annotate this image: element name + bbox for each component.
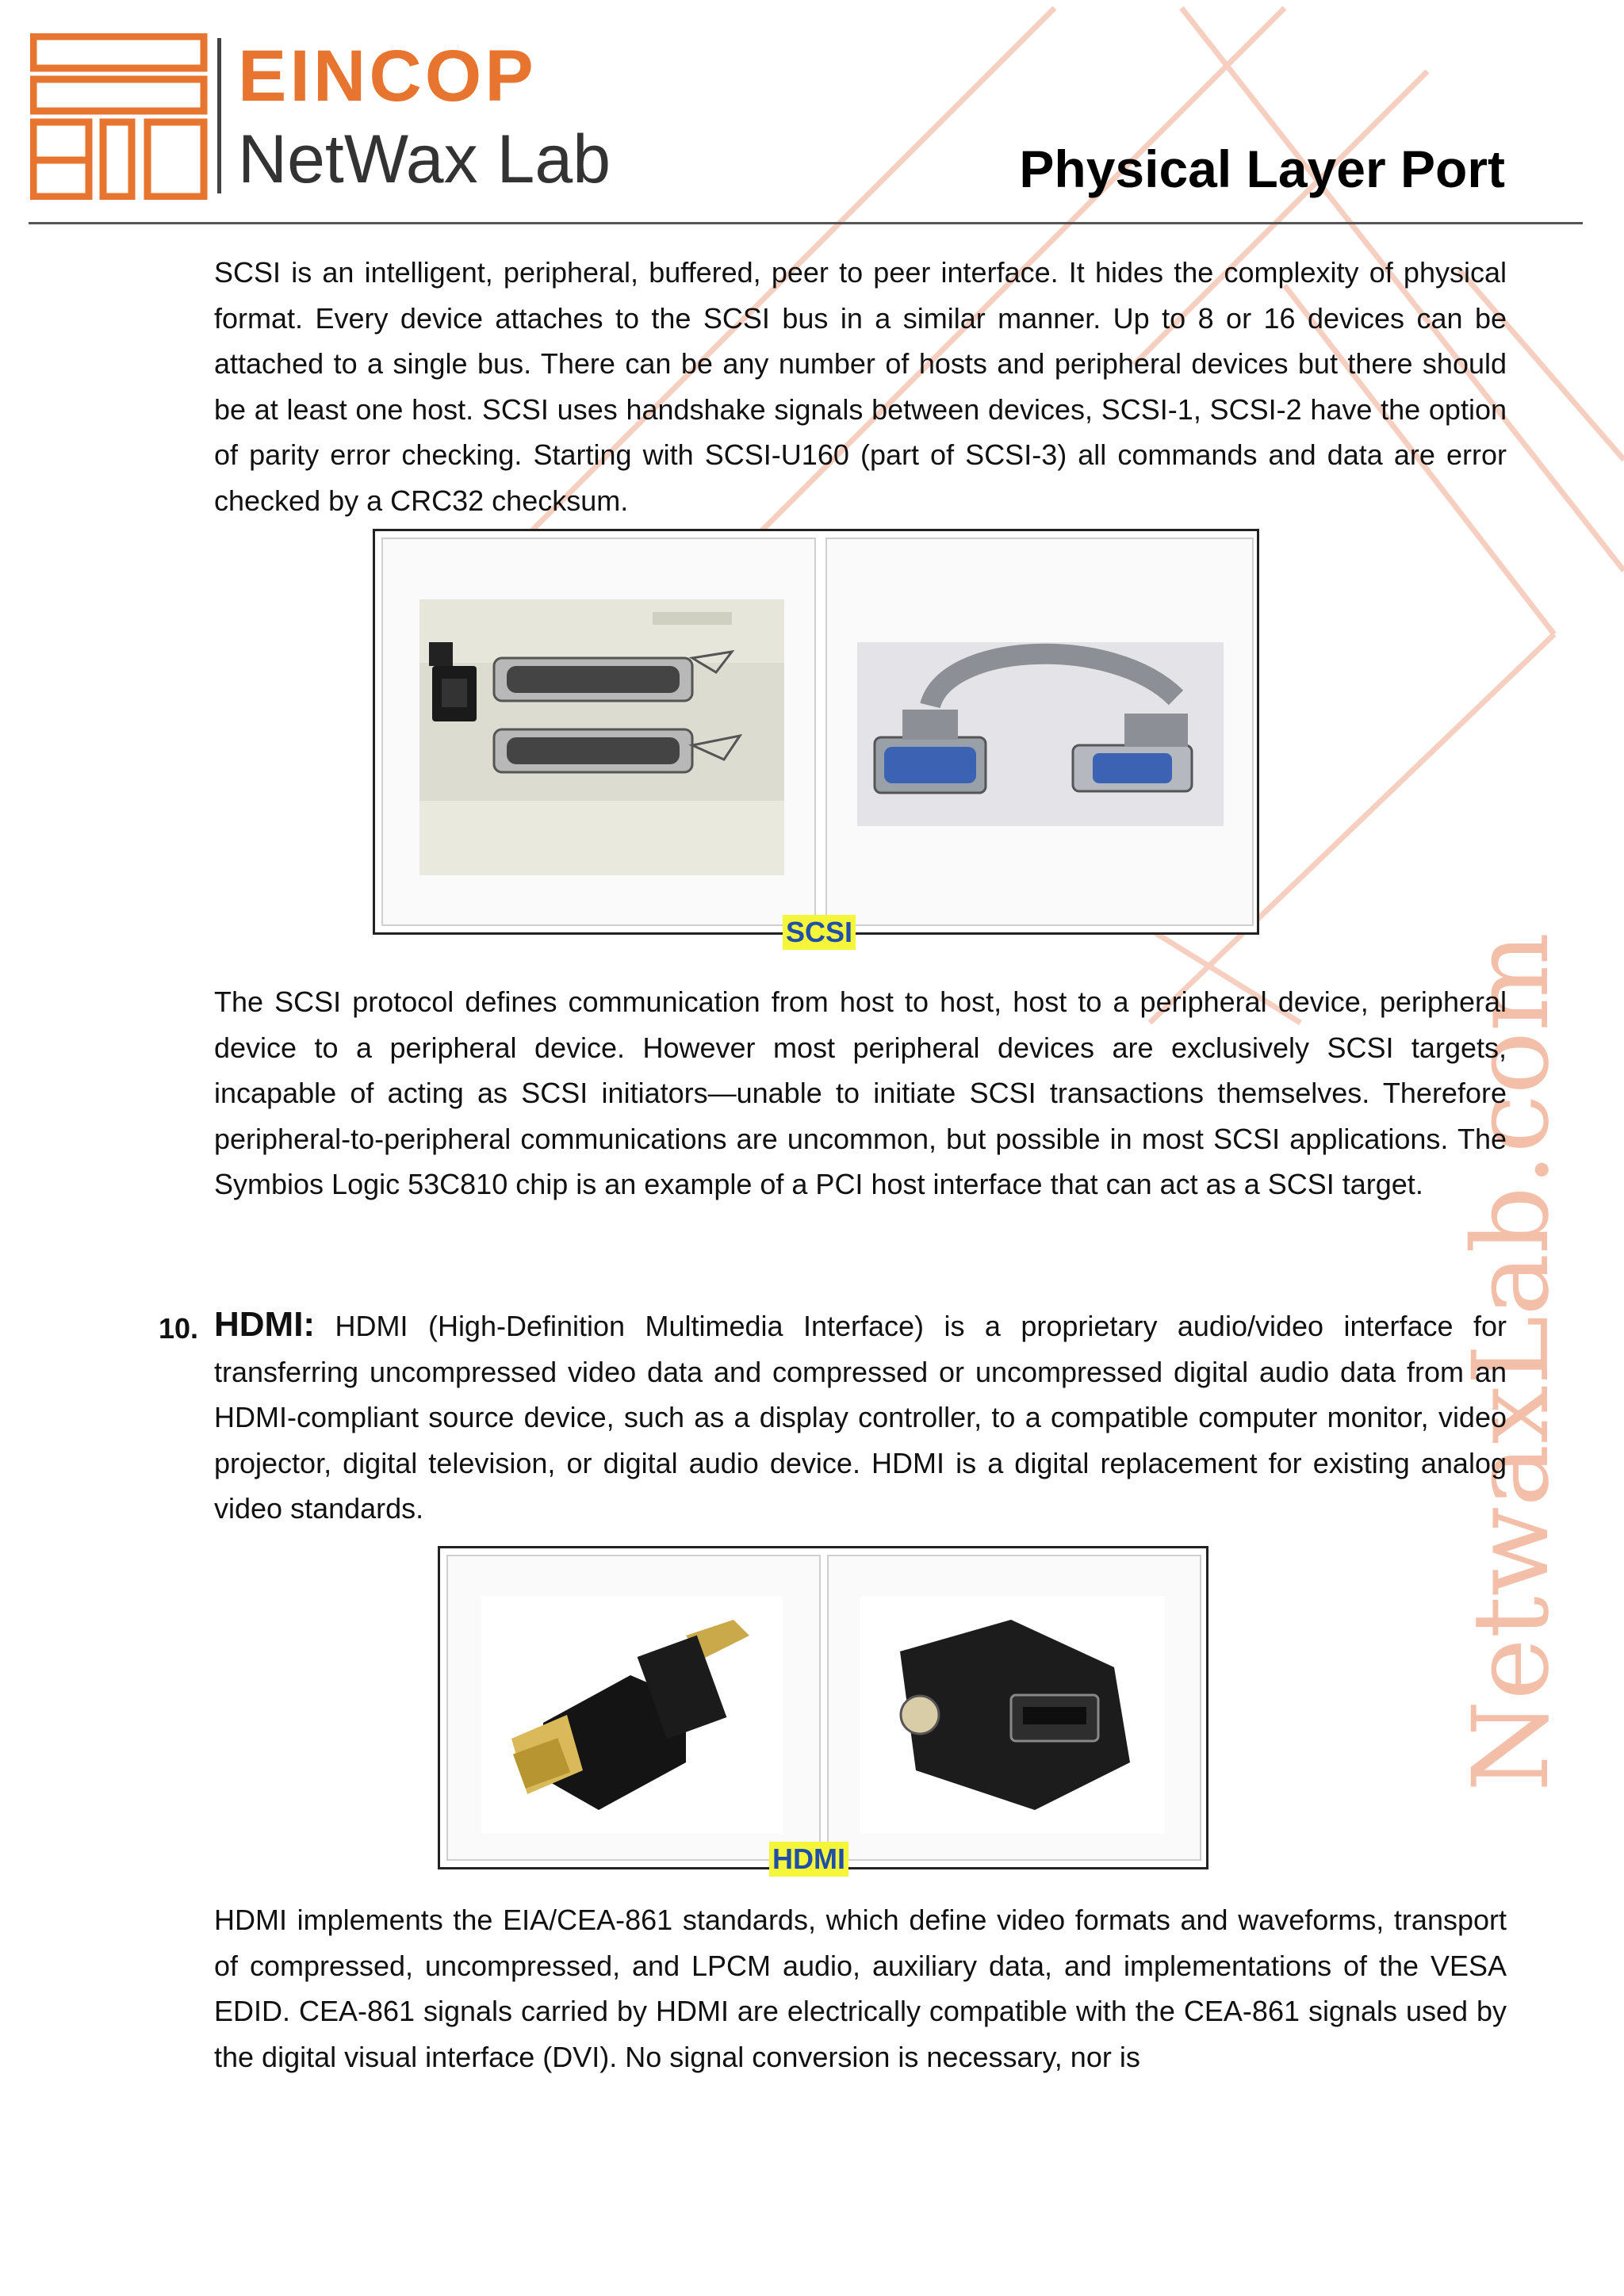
scsi-figure xyxy=(373,529,1259,935)
hdmi-heading: HDMI: xyxy=(214,1305,316,1344)
scsi-cable-image xyxy=(827,539,1252,924)
hdmi-standards-paragraph: HDMI implements the EIA/CEA-861 standards, which define video formats and waveforms, transport of compressed, uncompressed, and LPCM audio, auxiliary data, and implementations of the VESA EDID. CEA-861 signals carried by HDMI are electrically compatible with the CEA-861 signals used by the digital visual interface (DVI). No signal conversion is necessary, nor is xyxy=(214,1904,1507,2073)
brand-name: EINCOP xyxy=(238,36,537,117)
scsi-figure-caption: SCSI xyxy=(783,915,856,950)
logo-divider xyxy=(217,38,221,193)
scsi-intro-paragraph: SCSI is an intelligent, peripheral, buffered, peer to peer interface. It hides the complexity of physical format. Every device attaches to the SCSI bus in a similar manner. Up to 8 or 16 devices can be attached to a single bus. There can be any number of hosts and peripheral devices but there should be at least one host. SCSI uses handshake signals between devices, SCSI-1, SCSI-2 have the option of parity error checking. Starting with SCSI-U160 (part of SCSI-3) all commands and data are error checked by a CRC32 checksum. xyxy=(214,256,1507,517)
scsi-device-image xyxy=(383,539,814,924)
hdmi-intro-paragraph xyxy=(214,1302,1507,1532)
hdmi-figure xyxy=(438,1546,1208,1869)
hdmi-adapter-image xyxy=(448,1556,819,1859)
section-number: 10. xyxy=(159,1312,199,1345)
scsi-protocol-paragraph: The SCSI protocol defines communication from host to host, host to a peripheral device, peripheral device to a peripheral device. However most peripheral devices are exclusively SCSI targets, incapable of acting as SCSI initiators—unable to initiate SCSI transactions themselves. Therefore peripheral-to-peripheral communications are uncommon, but possible in most SCSI applications. The Symbios Logic 53C810 chip is an example of a PCI host interface that can act as a SCSI target. xyxy=(214,985,1507,1200)
header-divider xyxy=(29,222,1583,224)
page-title: Physical Layer Port xyxy=(1019,140,1505,198)
hdmi-port-image xyxy=(829,1556,1200,1859)
hdmi-figure-caption: HDMI xyxy=(769,1842,848,1877)
brand-subtitle: NetWax Lab xyxy=(238,121,611,197)
eincop-logo xyxy=(30,33,209,200)
hdmi-intro-text: HDMI (High-Definition Multimedia Interface) is a proprietary audio/video interface for transferring uncompressed video data and compressed or uncompressed digital audio data from an HDMI-compliant source device, such as a display controller, to a compatible computer monitor, video projector, digital television, or digital audio device. HDMI is a digital replacement for existing analog video standards. xyxy=(214,1310,1507,1525)
scsi-device-panel xyxy=(381,538,816,926)
hdmi-port-panel xyxy=(827,1555,1201,1861)
hdmi-adapter-panel xyxy=(446,1555,821,1861)
scsi-cable-panel xyxy=(825,538,1254,926)
